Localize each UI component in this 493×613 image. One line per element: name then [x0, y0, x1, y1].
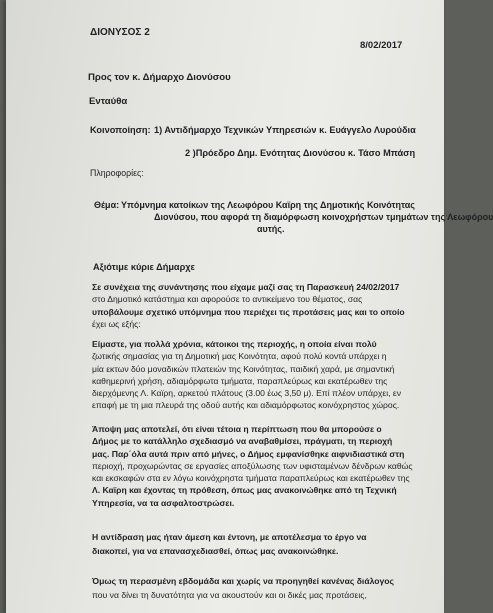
date: 8/02/2017	[360, 40, 403, 51]
subject-line-3: αυτής.	[257, 224, 285, 234]
paragraph-2-line: διερχόμενης Λ. Καϊρη, αρκετού πλάτους (3.00 έως 3,50 μ). Επί πλέον υπάρχει, εν	[92, 388, 402, 399]
paragraph-3-line: και εκσκαφών στα εν λόγω κοινόχρηστα τμήματα παραπλεύρως και εκατέρωθεν της	[92, 473, 410, 484]
paragraph-2-line: καθημερινή χρήση, αδιαμόρφωτα τμήματα, παραπλεύρως και εκατέρωθεν της	[92, 375, 388, 386]
paragraph-1-line: Σε συνέχεια της συνάντησης που είχαμε μαζί σας τη Παρασκευή 24/02/2017	[92, 282, 400, 292]
recipient-location: Ενταύθα	[89, 96, 128, 107]
paragraph-3-line: μας. Παρ΄όλα αυτά πριν από μήνες, ο Δήμος εμφανίσθηκε αιφνιδιαστικά στη	[92, 448, 405, 459]
paragraph-3-line: Υπηρεσία, να τα ασφαλτοστρώσει.	[92, 497, 235, 508]
subject-line-1: Υπόμνημα κατοίκων της Λεωφόρου Καϊρη της Δημοτικής Κοινότητας	[121, 200, 415, 210]
recipient-line: Προς τον κ. Δήμαρχο Διονύσου	[88, 72, 231, 83]
paragraph-4-line: διακοπεί, για να επανασχεδιασθεί, όπως μας ανακοινώθηκε.	[92, 545, 339, 556]
paragraph-1	[92, 281, 405, 330]
paragraph-2	[92, 338, 401, 412]
sender-label: ΔΙΟΝΥΣΟΣ 2	[90, 27, 150, 38]
paragraph-3	[92, 423, 413, 509]
paragraph-2-line: ζωτικής σημασίας για τη Δημοτική μας Κοινότητα, αφού πολύ κοντά υπάρχει η	[92, 351, 387, 362]
subject-label: Θέμα:	[94, 200, 120, 210]
paragraph-5-line: Όμως τη περασμένη εβδομάδα και χωρίς να προηγηθεί κανένας διάλογος	[92, 576, 395, 586]
paragraph-3-line: Άποψη μας αποτελεί, ότι είναι τέτοια η περίπτωση που θα μπορούσε ο	[92, 424, 382, 434]
paragraph-5	[92, 574, 394, 602]
paragraph-3-line: περιοχή, προχωρώντας σε εργασίες αποξύλωσης των υφισταμένων δένδρων καθώς	[92, 460, 413, 471]
document-page	[6, 0, 493, 613]
paragraph-1-line: έχει ως εξής:	[92, 318, 141, 329]
paragraph-3-line: Δήμος με το κατάλληλο σχεδιασμό να αναβαθμίσει, πράγματι, τη περιοχή	[92, 436, 393, 447]
info-label: Πληροφορίες:	[90, 168, 144, 178]
paragraph-4-line: Η αντίδραση μας ήταν άμεση και έντονη, με αποτέλεσμα το έργο να	[92, 532, 367, 542]
paragraph-5-line: που να δίνει τη δυνατότητα για να ακουστούν και οι δικές μας προτάσεις,	[92, 590, 367, 600]
paragraph-2-line: μία εκτων δύο μοναδικών πλατειών της Κοινότητας, παιδική χαρά, με σημαντική	[92, 363, 395, 374]
paragraph-2-line: επαφή με τη μια πλευρά της οδού αυτής και αδιαμόρφωτος κοινόχρηστος χώρος.	[92, 400, 400, 411]
cc-line-1: 1) Αντιδήμαρχο Τεχνικών Υπηρεσιών κ. Ευάγγελο Λυρούδια	[154, 125, 416, 135]
paragraph-1-line: στο Δημοτικό κατάστημα και αφορούσε το αντικείμενο του θέματος, σας	[92, 294, 363, 305]
cc-line-2: 2 )Πρόεδρο Δημ. Ενότητας Διονύσου κ. Τάσο Μπάση	[185, 148, 416, 158]
paragraph-2-line: Είμαστε, για πολλά χρόνια, κάτοικοι της περιοχής, η οποία είναι πολύ	[92, 339, 377, 349]
subject-line-2: Διονύσου, που αφορά τη διαμόρφωση κοινοχρήστων τμημάτων της Λεωφόρου	[154, 212, 493, 222]
paragraph-1-line: υποβάλουμε σχετικό υπόμνημα που περιέχει τις προτάσεις μας και το οποίο	[92, 306, 405, 317]
cc-label: Κοινοποίηση:	[90, 125, 151, 135]
paragraph-4	[92, 531, 367, 558]
greeting: Αξιότιμε κύριε Δήμαρχε	[93, 262, 195, 272]
paragraph-3-line: Λ. Καϊρη και έχοντας τη πρόθεση, όπως μας ανακοινώθηκε από τη Τεχνική	[92, 485, 397, 496]
